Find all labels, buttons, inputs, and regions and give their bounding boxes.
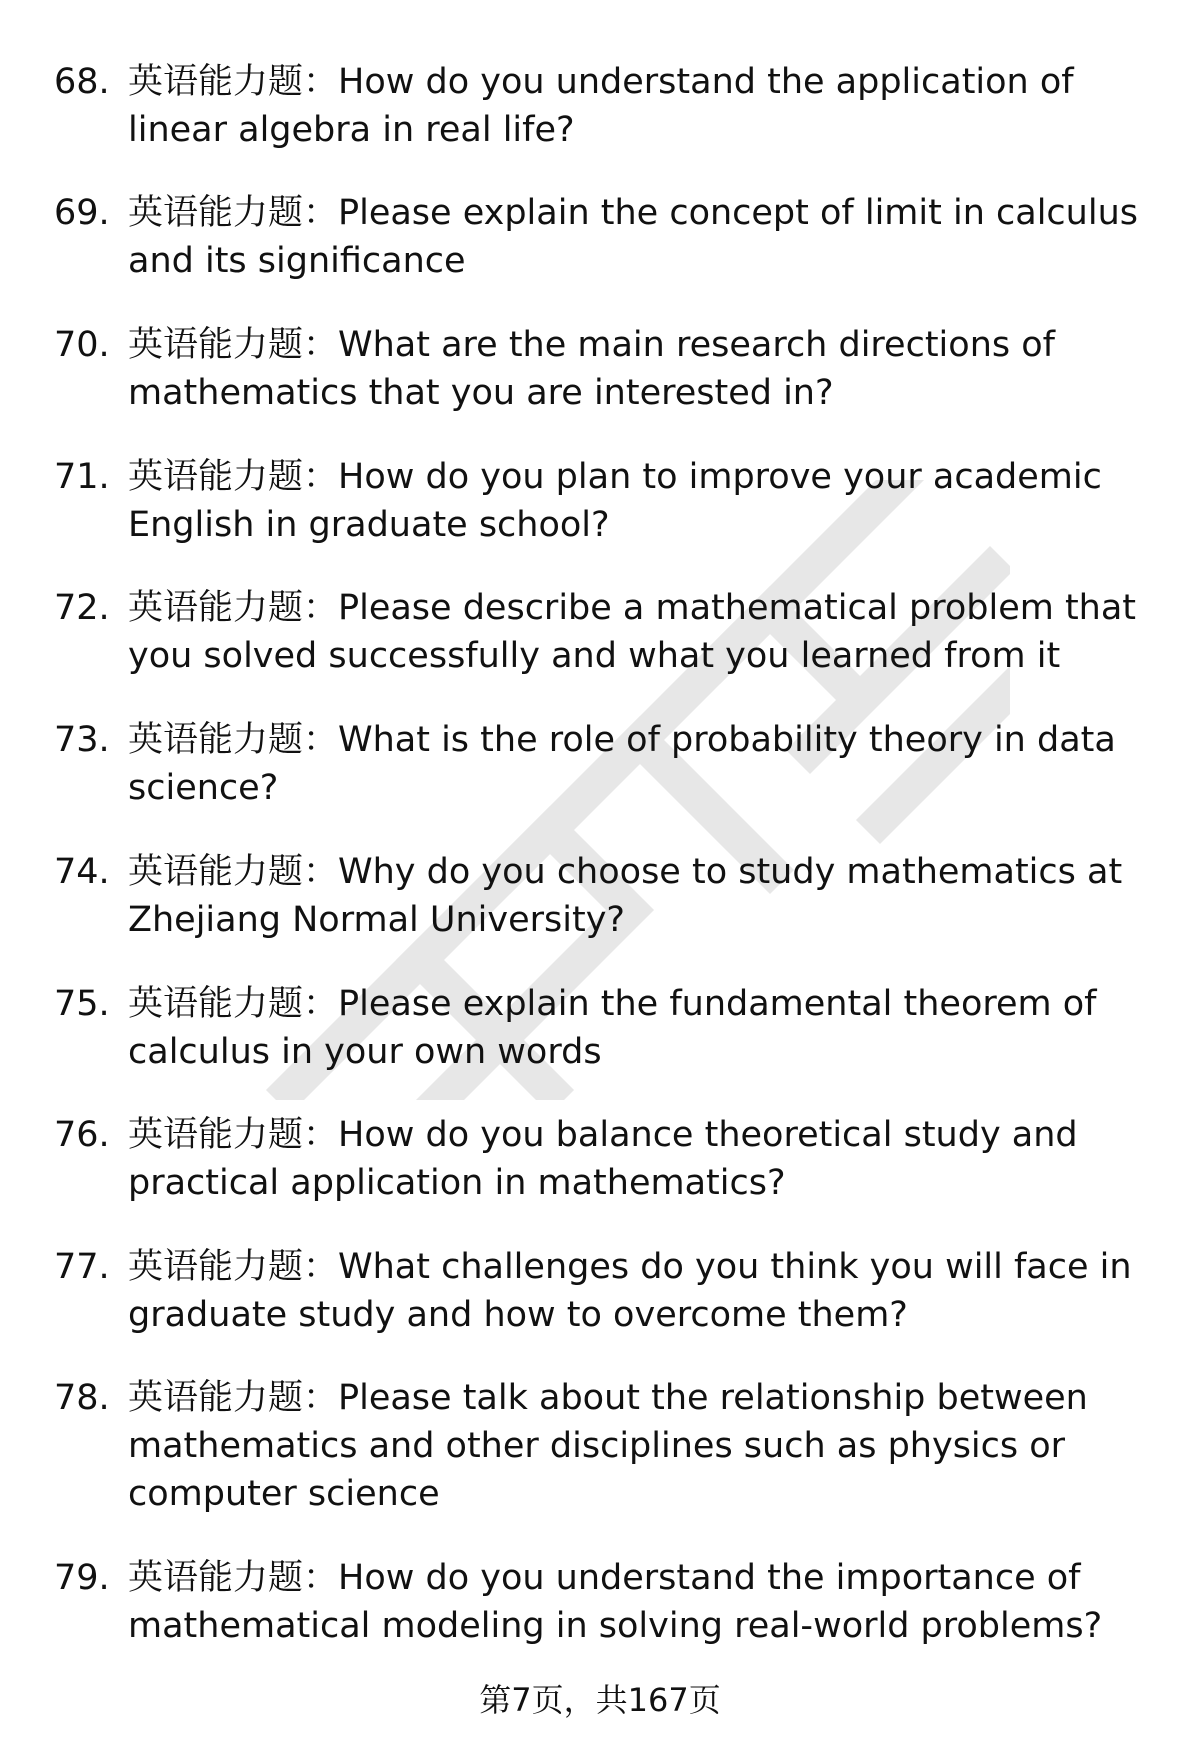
question-number: 69. [54, 193, 110, 233]
question-text [128, 1554, 1138, 1650]
question-number: 74. [54, 852, 110, 892]
question-text [128, 848, 1138, 944]
question-line: graduate study and how to overcome them? [128, 1295, 908, 1335]
question-text [128, 321, 1138, 417]
question-text [128, 453, 1138, 549]
question-line: calculus in your own words [128, 1032, 602, 1072]
question-line: 英语能力题：How do you understand the importance of [128, 1558, 1081, 1598]
question-line: 英语能力题：How do you plan to improve your academic [128, 457, 1102, 497]
question-number: 68. [54, 62, 110, 102]
question-text [128, 189, 1138, 285]
question-text [128, 1374, 1138, 1518]
question-line: 英语能力题：Please talk about the relationship between [128, 1378, 1088, 1418]
question-line: mathematics and other disciplines such as physics or [128, 1426, 1066, 1466]
question-text [128, 1111, 1138, 1207]
question-line: 英语能力题：Please describe a mathematical problem that [128, 588, 1137, 628]
question-number: 71. [54, 457, 110, 497]
question-line: you solved successfully and what you learned from it [128, 636, 1061, 676]
question-line: 英语能力题：Why do you choose to study mathematics at [128, 852, 1123, 892]
question-number: 77. [54, 1247, 110, 1287]
question-line: science? [128, 768, 279, 808]
question-line: Zhejiang Normal University? [128, 900, 626, 940]
question-text [128, 1243, 1138, 1339]
question-number: 79. [54, 1558, 110, 1598]
question-number: 78. [54, 1378, 110, 1418]
question-line: 英语能力题：How do you understand the application of [128, 62, 1074, 102]
question-line: linear algebra in real life? [128, 110, 575, 150]
question-number: 75. [54, 984, 110, 1024]
question-number: 70. [54, 325, 110, 365]
question-line: mathematical modeling in solving real-world problems? [128, 1606, 1103, 1646]
question-text [128, 58, 1138, 154]
question-number: 72. [54, 588, 110, 628]
question-line: English in graduate school? [128, 505, 610, 545]
question-line: 英语能力题：Please explain the fundamental theorem of [128, 984, 1097, 1024]
question-number: 76. [54, 1115, 110, 1155]
question-text [128, 980, 1138, 1076]
question-line: 英语能力题：Please explain the concept of limit in calculus [128, 193, 1138, 233]
question-line: mathematics that you are interested in? [128, 373, 834, 413]
question-line: 英语能力题：What are the main research directions of [128, 325, 1055, 365]
question-line: and its significance [128, 241, 466, 281]
question-line: 英语能力题：What challenges do you think you will face in [128, 1247, 1132, 1287]
question-line: 英语能力题：What is the role of probability theory in data [128, 720, 1116, 760]
question-text [128, 584, 1138, 680]
question-text [128, 716, 1138, 812]
page-footer: 第7页，共167页 [479, 1681, 721, 1719]
question-line: practical application in mathematics? [128, 1163, 786, 1203]
question-line: 英语能力题：How do you balance theoretical study and [128, 1115, 1078, 1155]
question-line: computer science [128, 1474, 440, 1514]
question-number: 73. [54, 720, 110, 760]
